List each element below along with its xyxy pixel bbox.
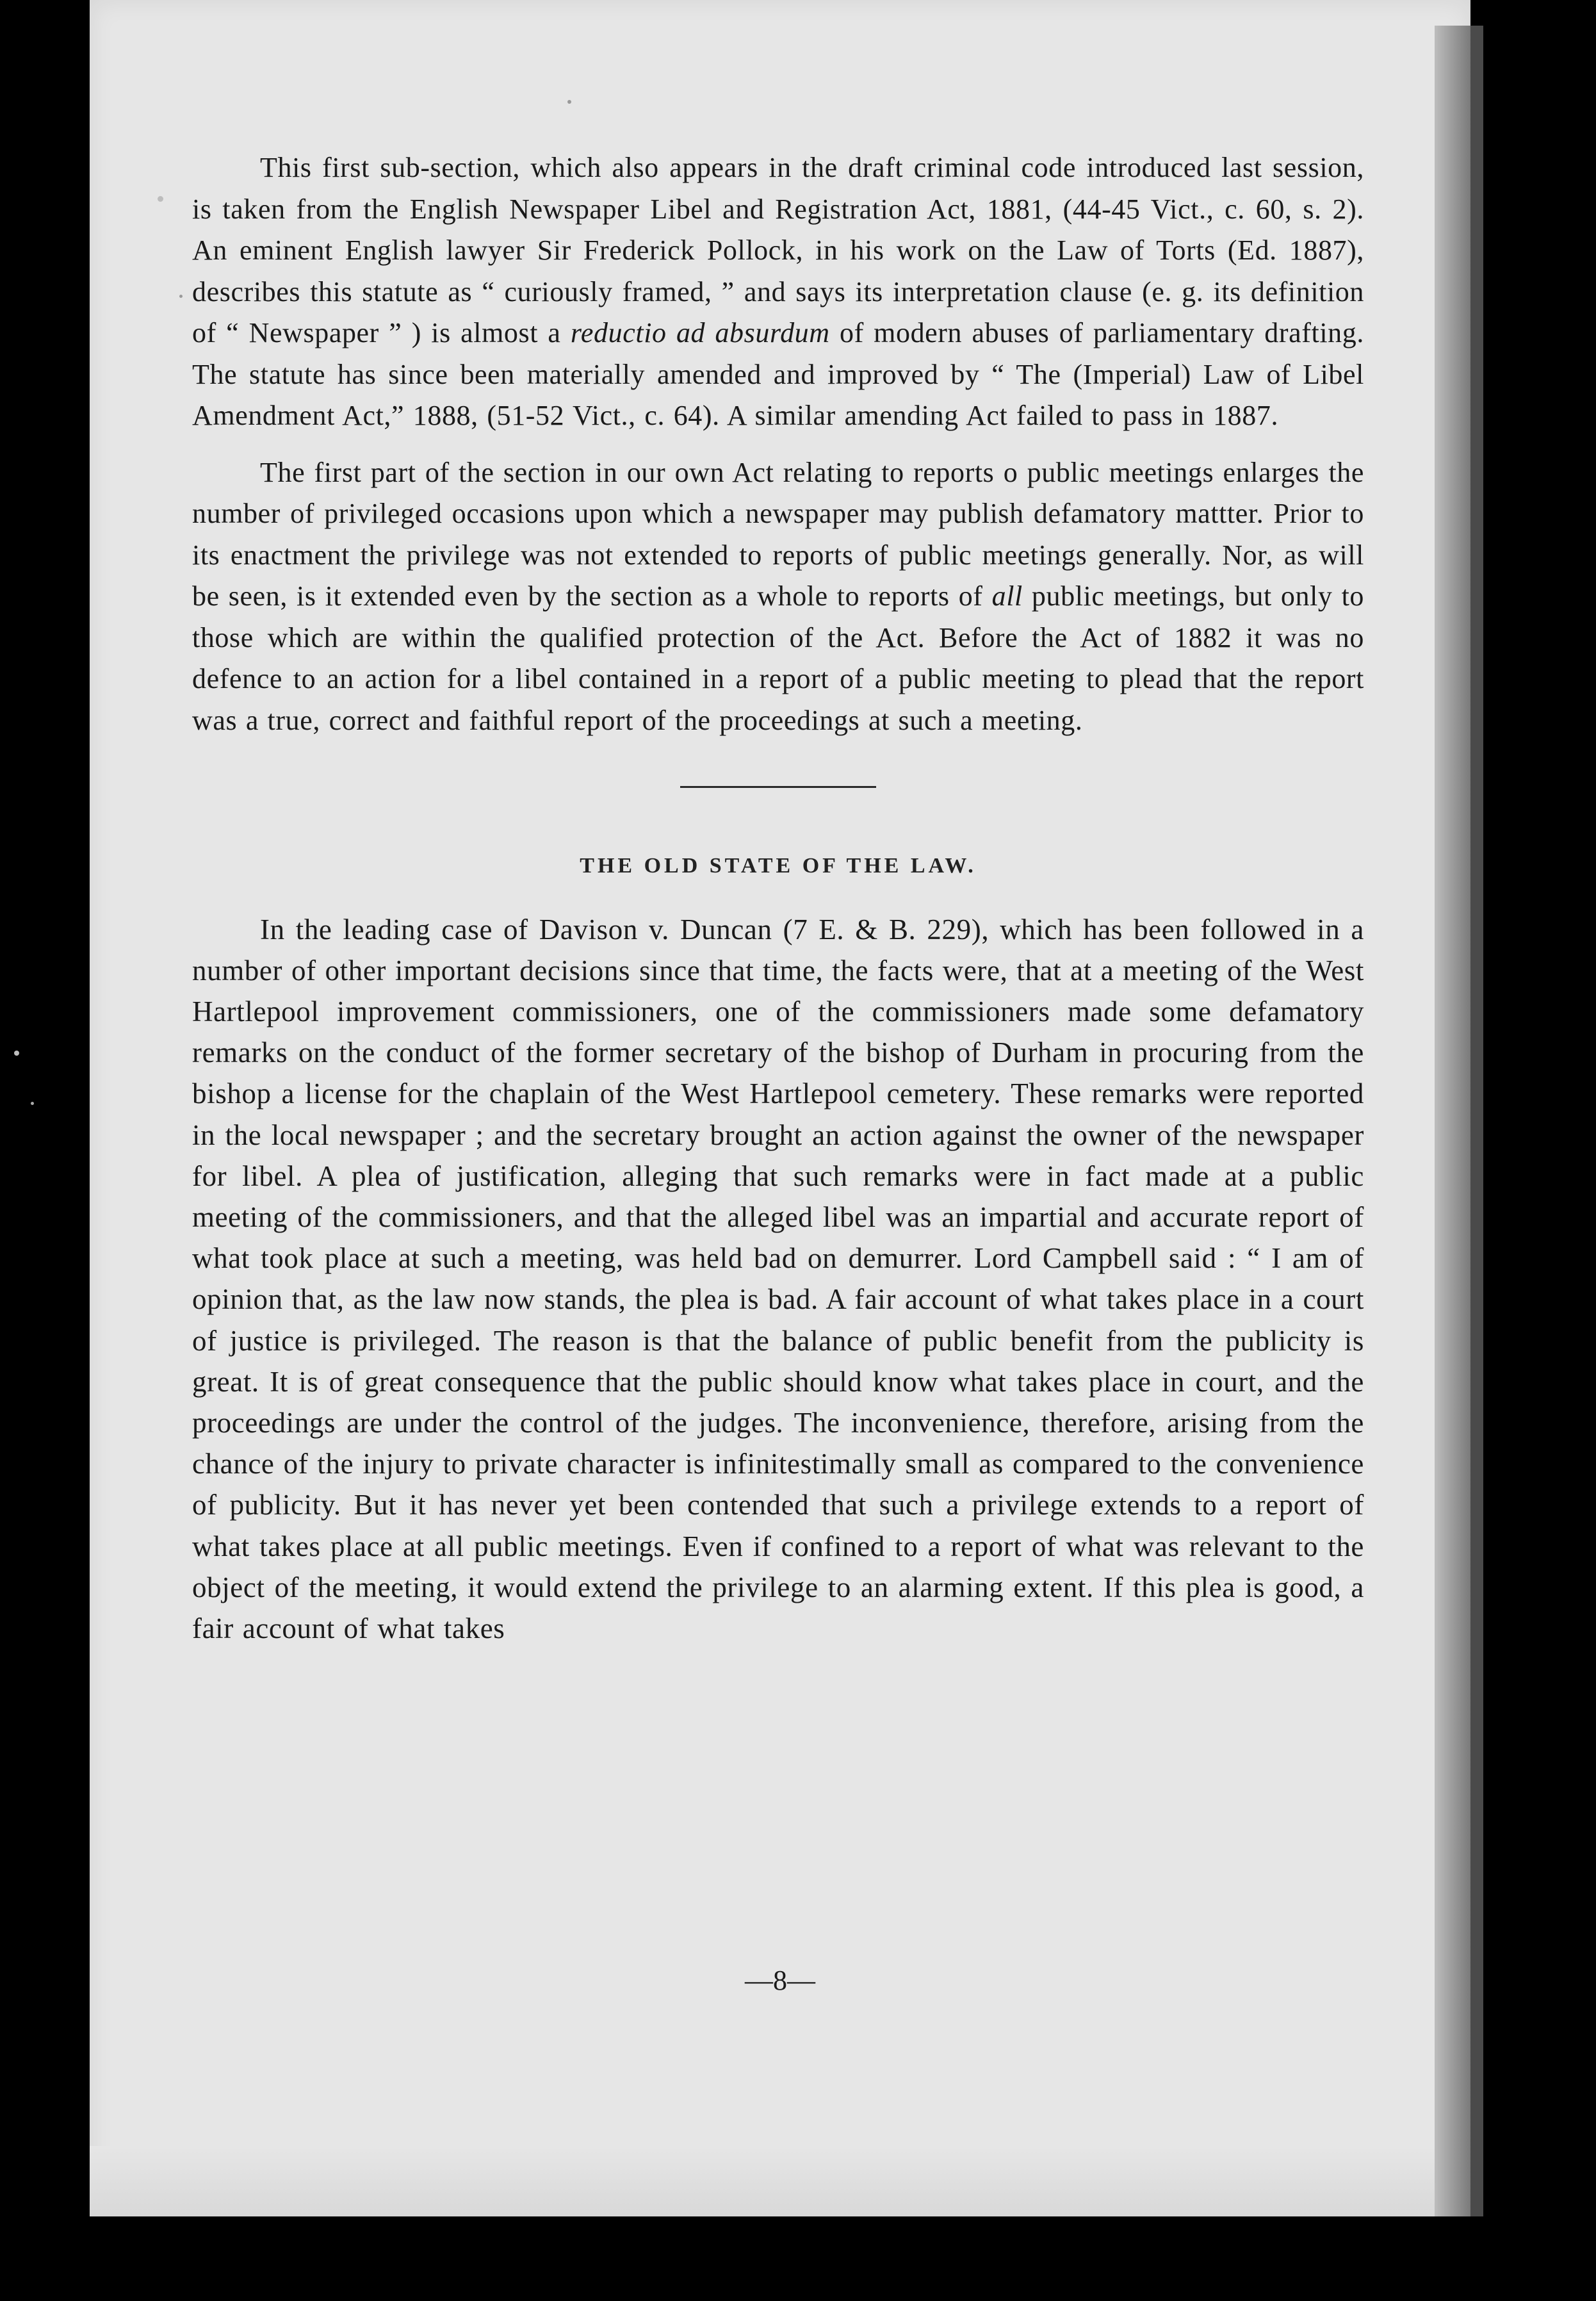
section-divider bbox=[680, 786, 876, 788]
scan-speck bbox=[179, 295, 183, 298]
italic-phrase: reductio ad absurdum bbox=[570, 317, 830, 348]
page-right-shadow bbox=[1435, 26, 1470, 2216]
page-number: —8— bbox=[745, 1965, 815, 1996]
scan-speck bbox=[567, 100, 571, 104]
paragraph-text: public meetings, but only to those which are within the qualified protection of the Act. Before the Act of 1882 it was no defence to an action for a libel contained in a report of a public meeting to plead that the report was a true, correct and faithful report of the proceedings at such a meeting. bbox=[192, 580, 1364, 736]
scan-speck bbox=[31, 1102, 34, 1105]
body-paragraph bbox=[192, 452, 1364, 742]
italic-word: all bbox=[991, 580, 1023, 612]
scan-speck bbox=[158, 196, 163, 202]
paragraph-text: of modern abuses of parliamentary drafting. The statute has since been materially amended and improved by “ The (Imperial) Law of Libel Amendment Act,” 1888, (51-52 Vict., c. 64). A similar amending Act failed to pass in 1887. bbox=[192, 317, 1364, 431]
paragraph-text: This first sub-section, which also appears in the draft criminal code introduced last session, is taken from the English Newspaper Libel and Registration Act, 1881, (44-45 Vict., c. 60, s. 2). An eminent English lawyer Sir Frederick Pollock, in his work on the Law of Torts (Ed. 1887), describes this statute as “ curiously framed, ” and says its interpretation clause (e. g. its definition of “ Newspaper ” ) is almost a bbox=[192, 152, 1364, 348]
body-paragraph bbox=[192, 147, 1364, 437]
section-heading: THE OLD STATE OF THE LAW. bbox=[580, 854, 977, 878]
page-bottom-edge bbox=[90, 2146, 1470, 2216]
binding-strip bbox=[1470, 26, 1483, 2216]
body-paragraph: In the leading case of Davison v. Duncan (7 E. & B. 229), which has been followed in a number of other important decisions since that time, the facts were, that at a meeting of the West Hartlepool improvement commissioners, one of the commissioners made some defamatory remarks on the conduct of the former secretary of the bishop of Durham in procuring from the bishop a license for the chaplain of the West Hartlepool cemetery. These remarks were reported in the local newspaper ; and the secretary brought an action against the owner of the newspaper for libel. A plea of justification, alleging that such remarks were in fact made at a public meeting of the commissioners, and that the alleged libel was an impartial and accurate report of what took place at such a meeting, was held bad on demurrer. Lord Campbell said : “ I am of opinion that, as the law now stands, the plea is bad. A fair account of what takes place in a court of justice is privileged. The reason is that the balance of public benefit from the publicity is great. It is of great consequence that the public should know what takes place in court, and the proceedings are under the control of the judges. The inconvenience, therefore, arising from the chance of the injury to private character is infinitestimally small as compared to the convenience of publicity. But it has never yet been contended that such a privilege extends to a report of what takes place at all public meetings. Even if confined to a report of what was relevant to the object of the meeting, it would extend the privilege to an alarming extent. If this plea is good, a fair account of what takes bbox=[192, 913, 1364, 1644]
scan-speck bbox=[14, 1051, 19, 1056]
paragraph-text: The first part of the section in our own Act relating to reports o public meetings enlarges the number of privileged occasions upon which a newspaper may publish defamatory mattter. Prior to its enactment the privilege was not extended to reports of public meetings generally. Nor, as will be seen, is it extended even by the section as a whole to reports of bbox=[192, 456, 1364, 612]
page-content bbox=[192, 147, 1364, 1649]
